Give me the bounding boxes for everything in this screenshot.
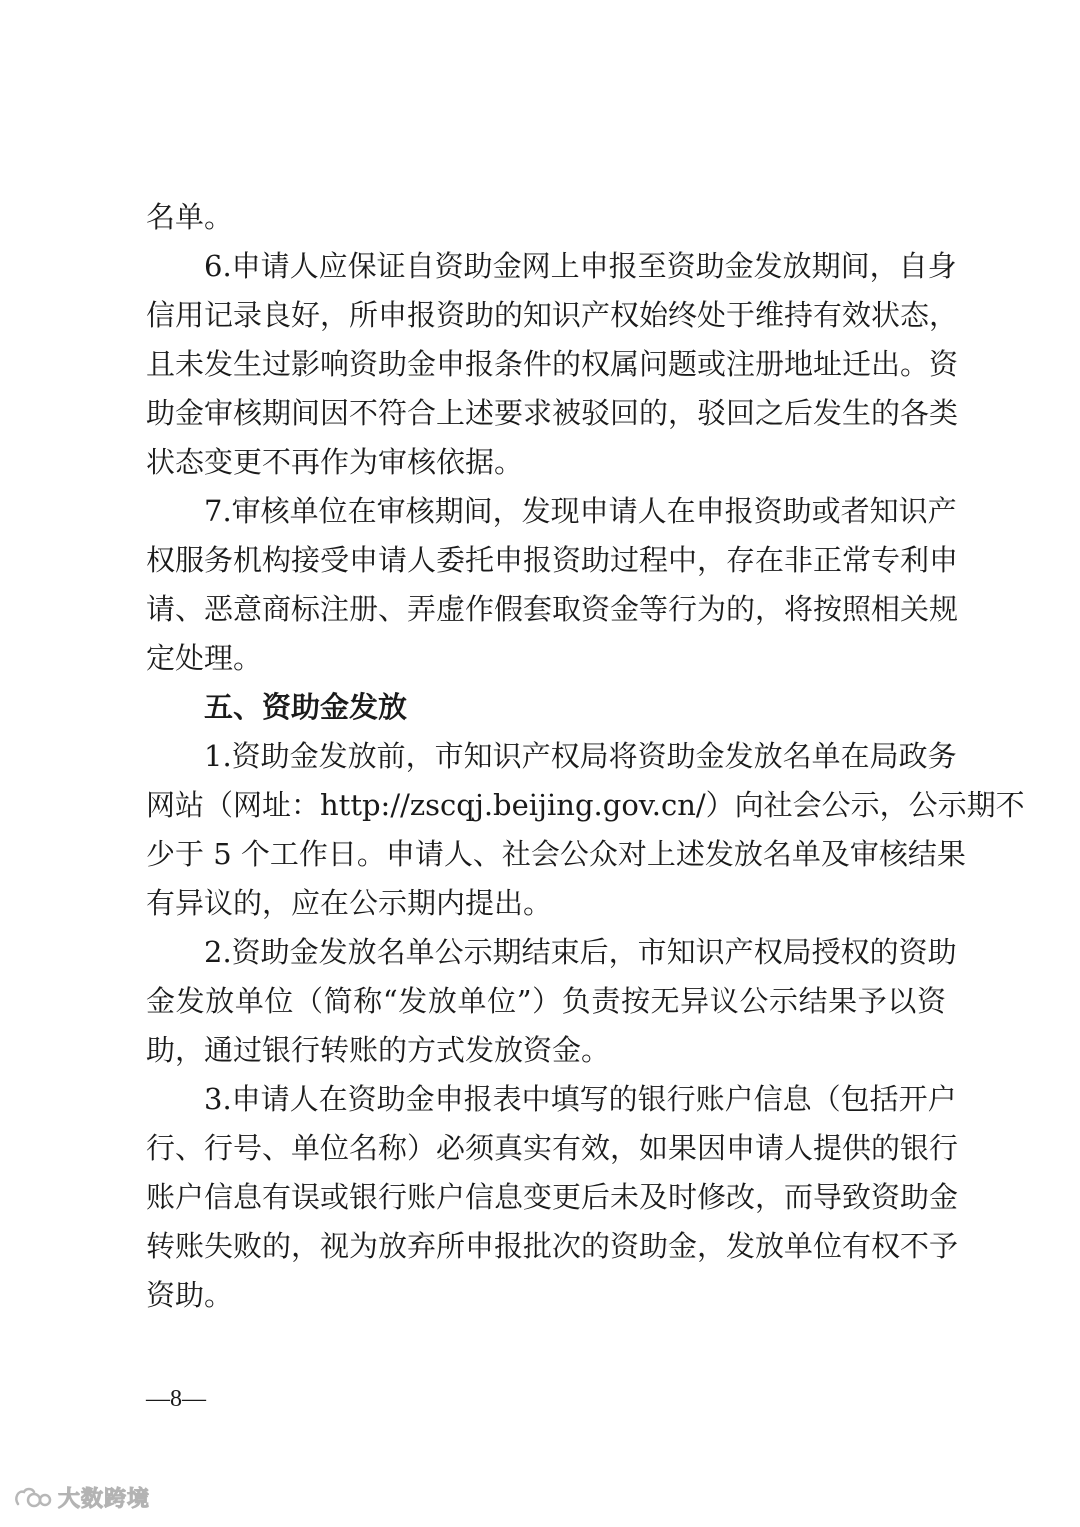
body-line: 有异议的，应在公示期内提出。 [146,886,553,920]
section-heading: 五、资助金发放 [204,690,408,724]
page-number: —8— [146,1386,206,1412]
watermark [12,1482,150,1513]
body-line: 权服务机构接受申请人委托申报资助过程中，存在非正常专利申 [146,543,959,577]
body-line: 定处理。 [146,641,263,675]
body-line: 资助。 [146,1278,234,1312]
body-line: 7.审核单位在审核期间，发现申请人在申报资助或者知识产 [204,494,957,528]
document-body [146,193,1025,1320]
body-line: 金发放单位（简称“发放单位”）负责按无异议公示结果予以资 [146,984,946,1018]
body-line: 请、恶意商标注册、弄虚作假套取资金等行为的，将按照相关规 [146,592,959,626]
body-line: 转账失败的，视为放弃所申报批次的资助金，发放单位有权不予 [146,1229,959,1263]
body-line: 助金审核期间因不符合上述要求被驳回的，驳回之后发生的各类 [146,396,959,430]
body-line: 网站（网址：http://zscqj.beijing.gov.cn/）向社会公示，公示期不 [146,788,1025,822]
body-line: 3.申请人在资助金申报表中填写的银行账户信息（包括开户 [204,1082,957,1116]
body-line: 状态变更不再作为审核依据。 [146,445,524,479]
body-line: 助，通过银行转账的方式发放资金。 [146,1033,611,1067]
watermark-logo-icon [12,1484,52,1512]
body-line: 少于 5 个工作日。申请人、社会公众对上述发放名单及审核结果 [146,837,966,871]
body-line: 1.资助金发放前，市知识产权局将资助金发放名单在局政务 [204,739,957,773]
body-line: 行、行号、单位名称）必须真实有效，如果因申请人提供的银行 [146,1131,959,1165]
body-line: 6.申请人应保证自资助金网上申报至资助金发放期间，自身 [204,249,957,283]
body-line: 且未发生过影响资助金申报条件的权属问题或注册地址迁出。资 [146,347,959,381]
body-line: 2.资助金发放名单公示期结束后，市知识产权局授权的资助 [204,935,957,969]
watermark-text: 大数跨境 [58,1487,151,1512]
body-line: 信用记录良好，所申报资助的知识产权始终处于维持有效状态， [146,298,959,332]
body-line: 名单。 [146,200,234,234]
body-line: 账户信息有误或银行账户信息变更后未及时修改，而导致资助金 [146,1180,959,1214]
